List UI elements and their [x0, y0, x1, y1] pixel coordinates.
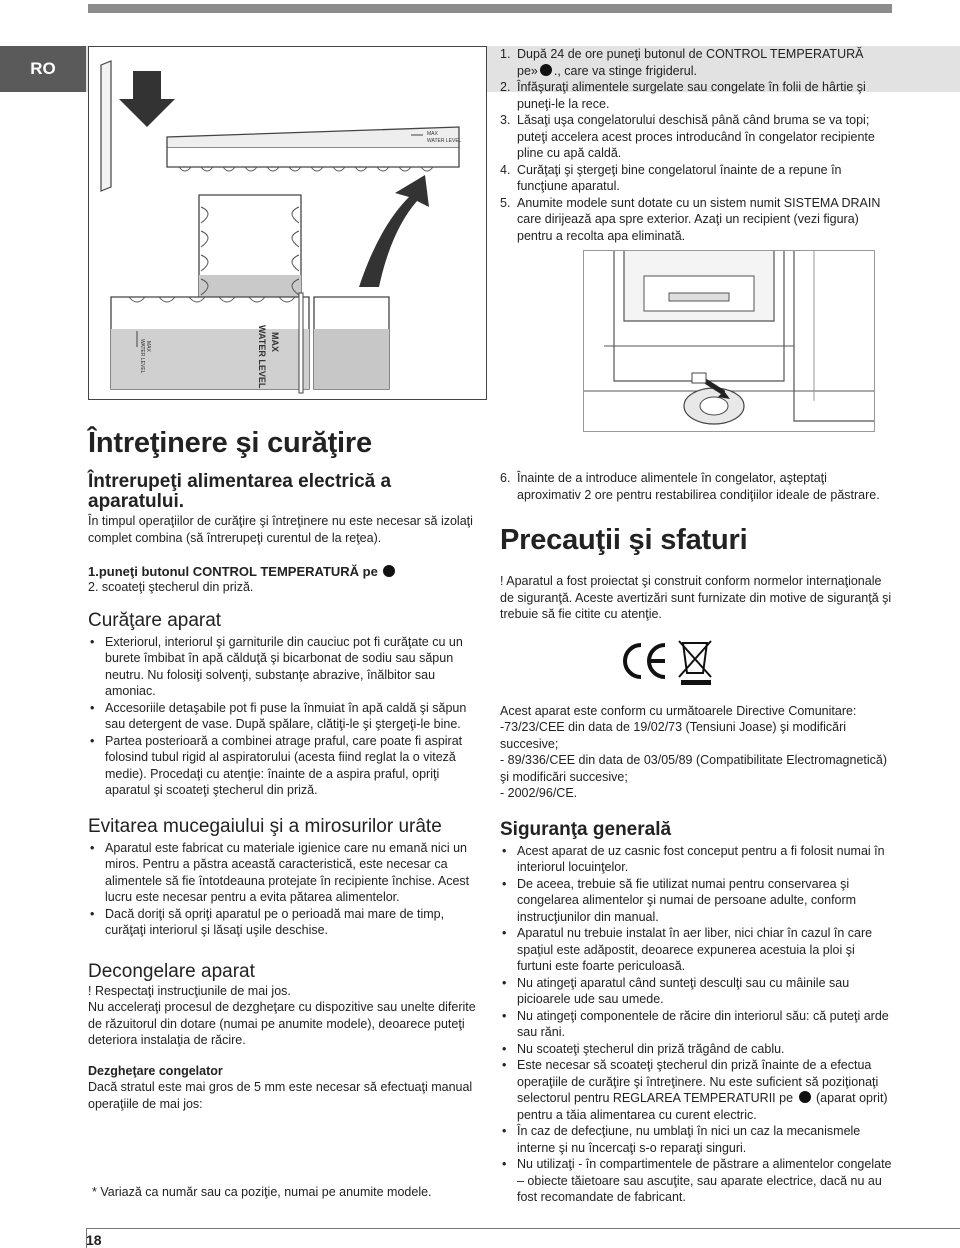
power-off-heading: Întrerupeţi alimentarea electrică a aparatului.: [88, 471, 392, 512]
defrost-heading: Decongelare aparat: [88, 960, 255, 982]
mold-heading: Evitarea mucegaiului şi a mirosurilor urâte: [88, 815, 442, 837]
drain-illustration: [584, 251, 874, 431]
step-3: 3. Lăsaţi uşa congelatorului deschisă până când bruma se va topi; puteţi accelera acest proces introducând în congelator recipiente pline cu apă caldă.: [500, 113, 875, 160]
maintenance-title: Întreţinere şi curăţire: [88, 427, 372, 459]
list-item: • De aceea, trebuie să fie utilizat numai pentru conservarea şi congelarea alimentelor şi numai de persoane adulte, conform instrucţiunilor din manual.: [500, 876, 892, 926]
step-1: 1. După 24 de ore puneţi butonul de CONTROL TEMPERATURĂ pe» ., care va stinge frigiderul.: [500, 47, 864, 78]
language-code: RO: [30, 59, 56, 78]
small-max-label: MAX: [145, 341, 151, 352]
off-dot-icon: [799, 1091, 811, 1103]
list-item: • Accesoriile detaşabile pot fi puse la înmuiat în apă caldă şi săpun sau detergent de vase. După spălare, clătiţi-le şi ştergeţi-le bine.: [88, 700, 476, 733]
water-level-label: WATER LEVEL: [257, 325, 267, 389]
step-4: 4. Curăţaţi şi ştergeţi bine congelatorul înainte de a repune în funcţiune aparatul.: [500, 162, 842, 193]
cleaning-heading: Curăţare aparat: [88, 609, 222, 631]
freezer-defrost-text: Dacă stratul este mai gros de 5 mm este necesar să efectuaţi manual operaţiile de mai jos:: [88, 1080, 473, 1111]
defrost-text: Nu acceleraţi procesul de dezgheţare cu dispozitive sau unelte diferite de răzuitorul din dotare (numai pe anumite modele), deoarece puteţi deteriora instalaţia de răcire.: [88, 1000, 476, 1047]
defrost-warning: ! Respectaţi instrucţiunile de mai jos.: [88, 983, 291, 998]
maintenance-section: [88, 472, 476, 1112]
ice-tray-illustration: [89, 47, 486, 399]
language-tab: [0, 46, 86, 92]
precautions-title: Precauţii şi sfaturi: [500, 524, 748, 556]
safety-list: [500, 843, 892, 1206]
step-5: 5. Anumite modele sunt dotate cu un sistem numit SISTEMA DRAIN care dirijează apa spre exterior. Azaţi un recipient (vezi figura) pentru a recolta apa eliminată.: [500, 195, 881, 243]
mold-list: [88, 840, 476, 939]
power-step-1: 1.puneţi butonul CONTROL TEMPERATURĂ pe: [88, 564, 476, 579]
list-item: • Nu atingeţi aparatul când sunteţi desculţi sau cu mâinile sau picioarele ude sau umede.: [500, 975, 892, 1008]
list-item: • Este necesar să scoateţi ştecherul din priză înainte de a efectua operaţiile de curăţire şi întreţinere. Nu este suficient să poziţionaţi selectorul pentru REGLAREA TEMPERATURII pe (aparat oprit) pentru a tăia alimentarea cu curent electric.: [500, 1057, 892, 1123]
precautions-intro: ! Aparatul a fost proiectat şi construit conform normelor internaţionale de siguranţă. Aceste avertizări sunt furnizate din motive de siguranţă şi trebuie să fie citite cu atenţie.: [500, 574, 892, 621]
top-bar: [88, 4, 892, 13]
directive-line: Acest aparat este conform cu următoarele Directive Comunitare:: [500, 703, 857, 718]
precautions-section: [500, 470, 892, 1206]
footer-rule: [86, 1228, 960, 1229]
curved-arrow-icon: [359, 175, 429, 287]
power-off-text: În timpul operaţiilor de curăţire şi întreţinere nu este necesar să izolaţi complet combina (să întrerupeţi curentul de la reţea).: [88, 514, 473, 545]
list-item: • Aparatul nu trebuie instalat în aer liber, nici chiar în cazul în care spaţiul este adăpostit, deoarece expunerea acestuia la ploi şi furtuni este foarte periculoasă.: [500, 925, 892, 975]
cleaning-list: [88, 634, 476, 799]
down-arrow-icon: [119, 71, 175, 127]
directives: [500, 703, 892, 802]
list-item: • Nu atingeţi componentele de răcire din interiorul său: că puteţi arde sau răni.: [500, 1008, 892, 1041]
tray-water-level-label: WATER LEVEL: [427, 138, 462, 144]
max-label: MAX: [270, 332, 280, 352]
directive-line: - 89/336/CEE din data de 03/05/89 (Compatibilitate Electromagnetică) şi modificări succesive;: [500, 753, 888, 784]
list-item: • Acest aparat de uz casnic fost conceput pentru a fi folosit numai în interiorul locuinţelor.: [500, 843, 892, 876]
power-step-2: 2. scoateţi ştecherul din priză.: [88, 580, 254, 594]
ice-tray-figure: [88, 46, 487, 400]
page-number: 18: [86, 1232, 102, 1248]
list-item: • Partea posterioară a combinei atrage praful, care poate fi aspirat folosind tubul rigid al aspiratorului (acesta fiind reglat la o viteză medie). Procedaţi cu atenţie: înainte de a aspira praful, opriţi aparatul şi scoateţi ştecherul din priză.: [88, 733, 476, 799]
list-item: • Exteriorul, interiorul şi garniturile din cauciuc pot fi curăţate cu un burete îmbibat în apă călduţă şi bicarbonat de sodiu sau săpun neutru. Nu folosiţi solvenţi, substanţe abrazive, înălbitor sau amoniac.: [88, 634, 476, 700]
list-item: • Aparatul este fabricat cu materiale igienice care nu emană nici un miros. Pentru a păstra această caracteristică, este necesar ca alimentele să fie întotdeauna protejate în recipiente închise. Acest lucru este necesar pentru a evita pătarea alimentelor.: [88, 840, 476, 906]
small-water-level-label: WATER LEVEL: [139, 339, 145, 374]
list-item: • Dacă doriţi să opriţi aparatul pe o perioadă mai mare de timp, curăţaţi interiorul şi lăsaţi uşile deschise.: [88, 906, 476, 939]
list-item: • Nu utilizaţi - în compartimentele de păstrare a alimentelor congelate – obiecte tăietoare sau ascuţite, sau aparate electrice, dacă nu au fost recomandate de fabricant.: [500, 1156, 892, 1206]
off-dot-icon: [383, 565, 395, 577]
safety-heading: Siguranţa generală: [500, 818, 672, 840]
compliance-marks: [613, 637, 892, 689]
list-item: • În caz de defecţiune, nu umblaţi în nici un caz la mecanismele interne şi nu încercaţi s-o reparaţi singuri.: [500, 1123, 892, 1156]
list-item: • Nu scoateţi ştecherul din priză trăgând de cablu.: [500, 1041, 892, 1058]
footnote: * Variază ca număr sau ca poziţie, numai pe anumite modele.: [92, 1185, 432, 1199]
off-dot-icon: [540, 64, 552, 76]
defrost-steps: [500, 46, 885, 244]
step-6: 6. Înainte de a introduce alimentele în congelator, aşteptaţi aproximativ 2 ore pentru restabilirea condiţiilor ideale de păstrare.: [500, 471, 880, 502]
tray-max-label: MAX: [427, 131, 438, 137]
directive-line: - 2002/96/CE.: [500, 786, 578, 800]
freezer-defrost-heading: Dezgheţare congelator: [88, 1063, 223, 1078]
ce-weee-icon: [613, 637, 723, 687]
directive-line: -73/23/CEE din data de 19/02/73 (Tensiuni Joase) şi modificări succesive;: [500, 720, 847, 751]
drain-figure: [583, 250, 875, 432]
step-2: 2. Înfăşuraţi alimentele surgelate sau congelate în folii de hârtie şi puneţi-le la rece.: [500, 80, 866, 111]
